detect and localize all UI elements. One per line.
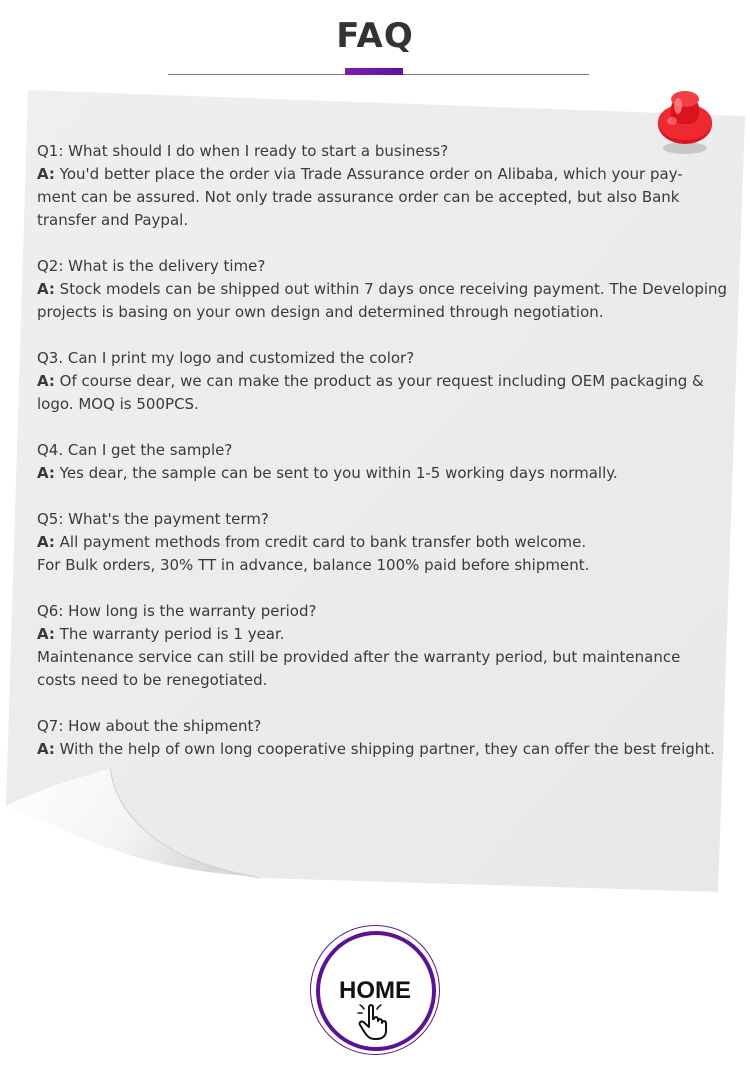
- faq-list: [37, 140, 737, 784]
- answer-prefix: A:: [37, 625, 55, 643]
- faq-question: Q1: What should I do when I ready to start a business?: [37, 142, 449, 160]
- faq-item-1: [37, 140, 737, 232]
- answer-prefix: A:: [37, 280, 55, 298]
- home-button[interactable]: [310, 925, 440, 1055]
- faq-answer-line: For Bulk orders, 30% TT in advance, balance 100% paid before shipment.: [37, 556, 590, 574]
- faq-item-3: [37, 347, 737, 416]
- faq-answer-text: Stock models can be shipped out within 7 days once receiving payment. The Developing: [59, 280, 728, 298]
- faq-answer-line: [37, 462, 737, 485]
- faq-answer-line: [37, 738, 737, 761]
- page-title: FAQ: [336, 16, 414, 56]
- faq-question: Q4. Can I get the sample?: [37, 441, 233, 459]
- faq-answer-line: [37, 623, 737, 646]
- faq-answer-line: projects is basing on your own design and determined through negotiation.: [37, 303, 604, 321]
- title-accent-bar: [345, 68, 403, 75]
- faq-item-7: [37, 715, 737, 761]
- faq-answer-text: Of course dear, we can make the product as your request including OEM packaging &: [59, 372, 704, 390]
- faq-answer-line: costs need to be renegotiated.: [37, 671, 268, 689]
- faq-answer-text: Yes dear, the sample can be sent to you within 1-5 working days normally.: [59, 464, 618, 482]
- faq-answer-line: [37, 163, 737, 186]
- faq-answer-text: The warranty period is 1 year.: [59, 625, 285, 643]
- faq-question: Q2: What is the delivery time?: [37, 257, 266, 275]
- faq-answer-text: You'd better place the order via Trade Assurance order on Alibaba, which your pay-: [59, 165, 683, 183]
- faq-answer-line: transfer and Paypal.: [37, 211, 189, 229]
- answer-prefix: A:: [37, 165, 55, 183]
- answer-prefix: A:: [37, 372, 55, 390]
- pointing-hand-icon: [357, 1003, 397, 1041]
- faq-answer-line: [37, 278, 737, 301]
- faq-item-6: [37, 600, 737, 692]
- faq-question: Q5: What's the payment term?: [37, 510, 269, 528]
- faq-question: Q6: How long is the warranty period?: [37, 602, 317, 620]
- faq-item-4: [37, 439, 737, 485]
- faq-answer-line: [37, 531, 737, 554]
- answer-prefix: A:: [37, 740, 55, 758]
- faq-item-2: [37, 255, 737, 324]
- faq-answer-line: logo. MOQ is 500PCS.: [37, 395, 199, 413]
- home-button-label: HOME: [339, 977, 411, 1004]
- faq-question: Q3. Can I print my logo and customized the color?: [37, 349, 415, 367]
- faq-item-5: [37, 508, 737, 577]
- faq-answer-line: ment can be assured. Not only trade assurance order can be accepted, but also Bank: [37, 188, 680, 206]
- faq-question: Q7: How about the shipment?: [37, 717, 262, 735]
- faq-answer-text: With the help of own long cooperative shipping partner, they can offer the best freight.: [59, 740, 715, 758]
- faq-answer-line: [37, 370, 737, 393]
- faq-answer-line: Maintenance service can still be provided after the warranty period, but maintenance: [37, 648, 681, 666]
- faq-answer-text: All payment methods from credit card to bank transfer both welcome.: [59, 533, 587, 551]
- answer-prefix: A:: [37, 533, 55, 551]
- answer-prefix: A:: [37, 464, 55, 482]
